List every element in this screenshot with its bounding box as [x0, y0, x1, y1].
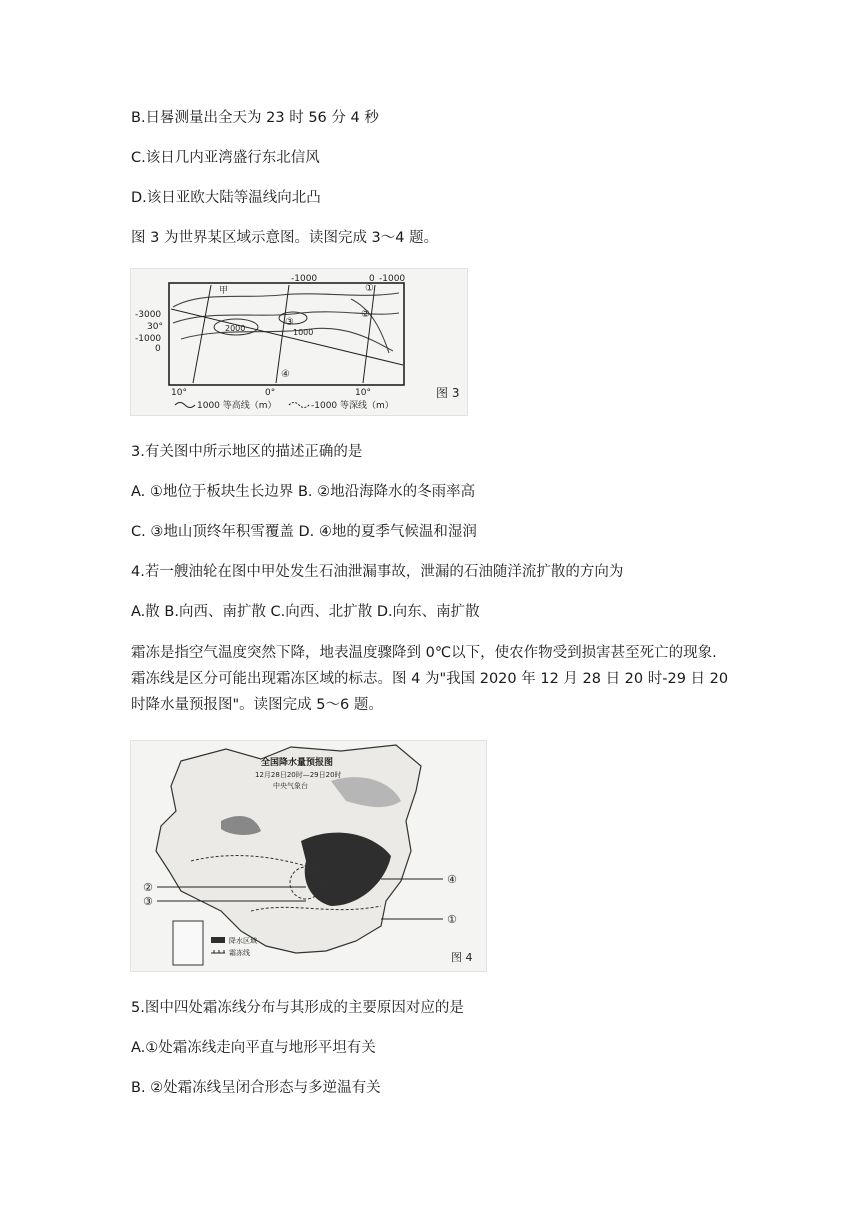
intro-3-4: 图 3 为世界某区域示意图。读图完成 3～4 题。 — [131, 230, 439, 246]
options-4: A.散 B.向西、南扩散 C.向西、北扩散 D.向东、南扩散 — [131, 604, 480, 620]
option-2c: C.该日几内亚湾盛行东北信风 — [131, 150, 320, 166]
fig4-marker-4: ④ — [447, 873, 457, 886]
fig3-top-3: -1000 — [379, 274, 406, 284]
option-3ab: A. ①地位于板块生长边界 B. ②地沿海降水的冬雨率高 — [131, 484, 476, 500]
fig4-legend-frost: 霜冻线 — [229, 949, 250, 957]
fig3-marker-4: ④ — [281, 369, 290, 380]
fig3-legend-contour: 1000 等高线（m） — [197, 401, 277, 411]
fig3-bottom-1: 10° — [171, 388, 187, 398]
option-3cd: C. ③地山顶终年积雪覆盖 D. ④地的夏季气候温和湿润 — [131, 524, 477, 540]
fig3-top-2: 0 — [369, 274, 375, 284]
question-3: 3.有关图中所示地区的描述正确的是 — [131, 444, 363, 460]
fig3-left-2: 30° — [147, 322, 163, 332]
fig3-left-4: 0 — [155, 344, 161, 354]
fig3-caption: 图 3 — [436, 386, 460, 400]
option-5b: B. ②处霜冻线呈闭合形态与多逆温有关 — [131, 1080, 381, 1096]
fig4-caption: 图 4 — [451, 951, 473, 964]
fig4-marker-2: ② — [143, 881, 153, 894]
fig3-bottom-2: 0° — [265, 388, 276, 398]
fig3-left-3: -1000 — [135, 334, 162, 344]
fig4-marker-1: ① — [447, 913, 457, 926]
fig4-title: 全国降水量预报图 — [261, 758, 334, 768]
fig4-legend-rain: 降水区域 — [229, 937, 257, 945]
fig3-inner-2: 1000 — [293, 328, 314, 337]
intro-5-6: 霜冻是指空气温度突然下降，地表温度骤降到 0℃以下，使农作物受到损害甚至死亡的现象. 霜冻线是区分可能出现霜冻区域的标志。图 4 为"我国 2020 年 12 月 28 日 20 时-29 日 20 时降水量预报图"。读图完成 5～6 题。 — [131, 645, 729, 713]
question-4: 4.若一艘油轮在图中甲处发生石油泄漏事故，泄漏的石油随洋流扩散的方向为 — [131, 564, 624, 580]
figure-3 — [130, 268, 468, 416]
option-2d: D.该日亚欧大陆等温线向北凸 — [131, 190, 321, 206]
option-2b: B.日晷测量出全天为 23 时 56 分 4 秒 — [131, 110, 379, 126]
fig3-legend-depth: -1000 等深线（m） — [311, 401, 394, 411]
fig3-marker-3: ③ — [285, 317, 294, 328]
option-5a: A.①处霜冻线走向平直与地形平坦有关 — [131, 1040, 376, 1056]
fig4-source: 中央气象台 — [273, 782, 308, 790]
question-5: 5.图中四处霜冻线分布与其形成的主要原因对应的是 — [131, 1000, 464, 1016]
fig3-bottom-3: 10° — [355, 388, 371, 398]
fig3-marker-1: ① — [365, 283, 374, 294]
fig3-marker-2: ② — [361, 309, 370, 320]
fig4-subtitle: 12月28日20时—29日20时 — [255, 771, 342, 779]
fig3-jia: 甲 — [219, 286, 229, 296]
fig4-marker-3: ③ — [143, 895, 153, 908]
fig3-top-1: -1000 — [291, 274, 318, 284]
figure-4 — [130, 740, 487, 972]
fig3-inner-1: 2000 — [225, 324, 246, 333]
fig3-left-1: -3000 — [135, 310, 162, 320]
